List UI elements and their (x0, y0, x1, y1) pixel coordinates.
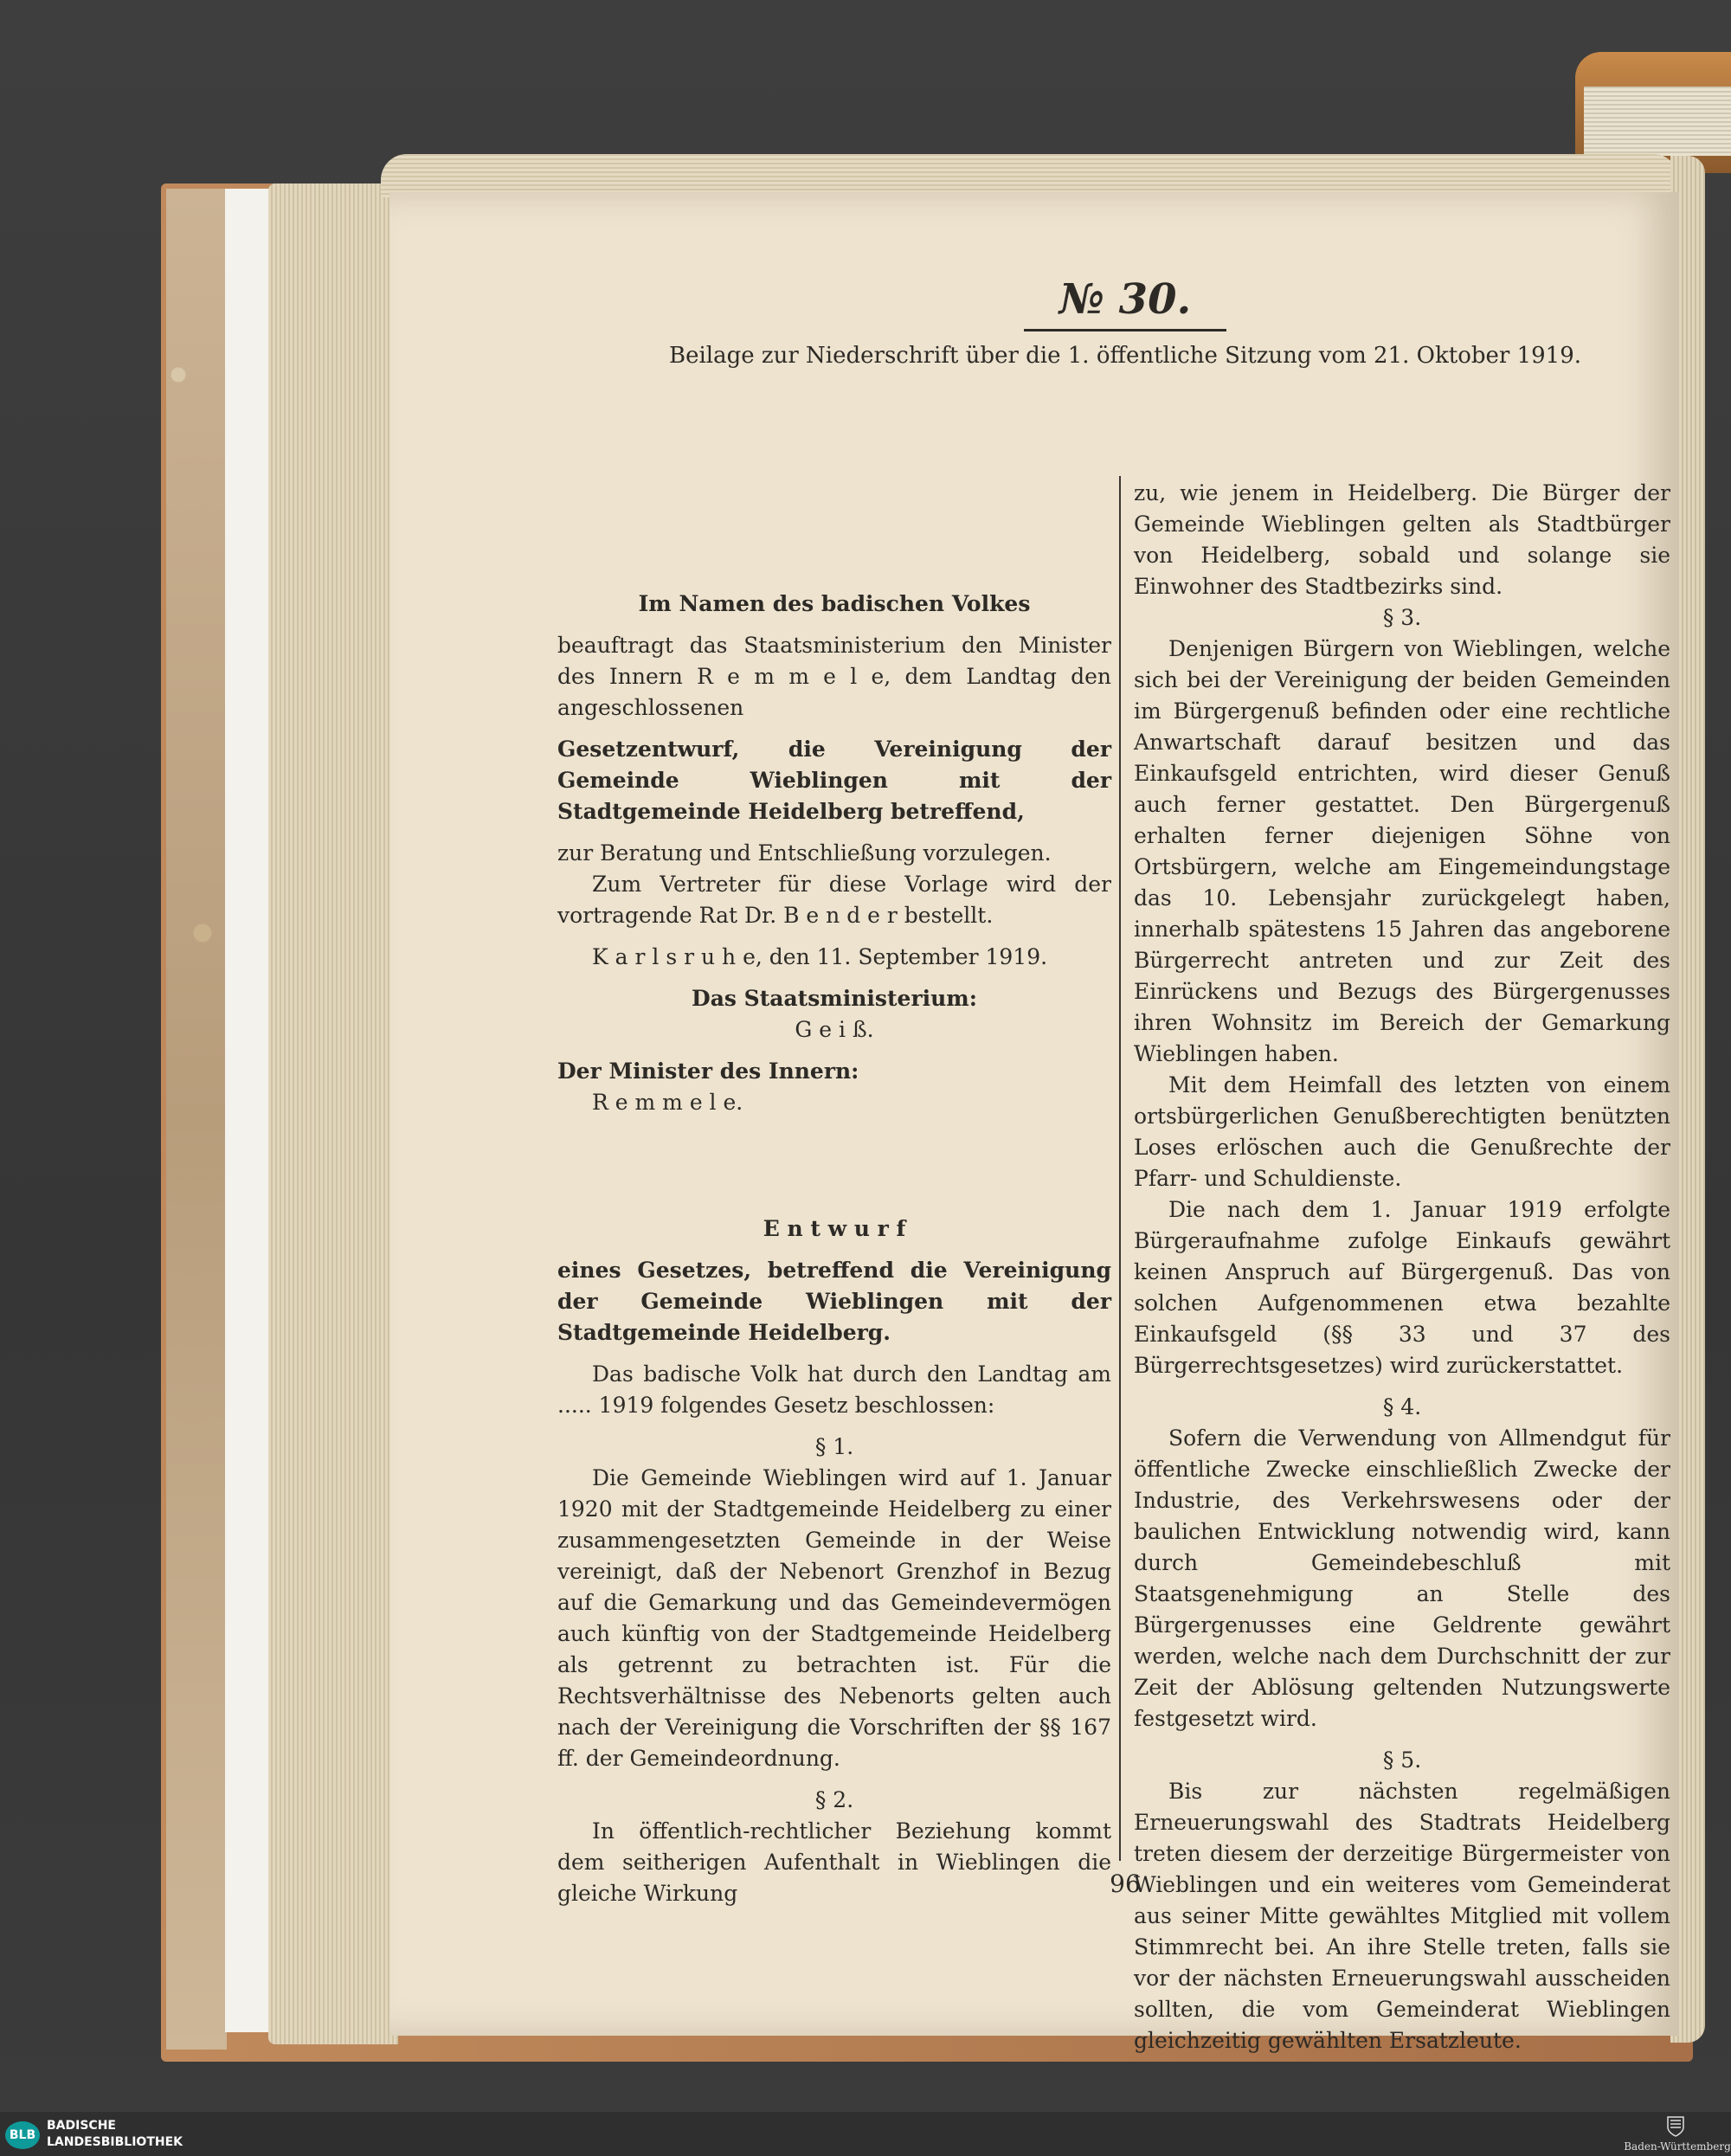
draft-title: eines Gesetzes, betreffend die Vereinigung der Gemeinde Wieblingen mit der Stadtgemeinde Heidelberg. (557, 1258, 1111, 1345)
section-3-text-3: Die nach dem 1. Januar 1919 erfolgte Bürgeraufnahme zufolge Einkaufs gewährt keinen Anspruch auf Bürgergenuß. Das von solchen Aufgenommenen etwa bezahlte Einkaufsgeld (§§ 33 und 37 des Bürgerrechtsgesetzes) wird zurückerstattet. (1134, 1197, 1670, 1378)
adjacent-book-pages (1584, 87, 1731, 156)
section-3-label: § 3. (1382, 605, 1422, 630)
section-2-text: In öffentlich-rechtlicher Beziehung kommt dem seitherigen Aufenthalt in Wieblingen die gleiche Wirkung (557, 1818, 1111, 1906)
bill-title: Gesetzentwurf, die Vereinigung der Gemeinde Wieblingen mit der Stadtgemeinde Heidelberg betreffend, (557, 737, 1111, 824)
section-3-text-2: Mit dem Heimfall des letzten von einem ortsbürgerlichen Genußberechtigten benützten Loses erlöschen auch die Genußrechte der Pfarr- und Schuldienste. (1134, 1072, 1670, 1191)
section-5-text: Bis zur nächsten regelmäßigen Erneuerungswahl des Stadtrats Heidelberg treten diesem der derzeitige Bürgermeister von Wieblingen und ein weiteres vom Gemeinderat aus seiner Mitte gewähltes Mitglied mit vollem Stimmrecht bei. An ihre Stelle treten, falls sie vor der nächsten Erneuerungswahl ausscheiden sollten, die vom Gemeinderat Wieblingen gleichzeitig gewählten Ersatzleute. (1134, 1779, 1670, 2053)
intro-paragraph-2: zur Beratung und Entschließung vorzulegen. (557, 840, 1052, 866)
document-subtitle: Beilage zur Niederschrift über die 1. öffentliche Sitzung vom 21. Oktober 1919. (668, 343, 1581, 369)
heading-rule (1024, 329, 1226, 331)
section-3-text-1: Denjenigen Bürgern von Wieblingen, welche sich bei der Vereinigung der beiden Gemeinden im Bürgergenuß befinden oder eine rechtliche Anwartschaft darauf besitzen und das Einkaufsgeld entrichten, wird dieser Genuß auch ferner gestattet. Den Bürgergenuß erhalten ferner diejenigen Söhne von Ortsbürgern, welche am Eingemeindungstage das 10. Lebensjahr zurückgelegt haben, innerhalb spätestens 15 Jahren das angeborene Bürgerrecht antreten und zur Zeit des Einrückens und Bezugs des Bürgergenusses ihren Wohnsitz im Bereich der Gemarkung Wieblingen haben. (1134, 636, 1670, 1066)
baden-wuerttemberg-crest-icon (1666, 2115, 1685, 2138)
left-column (557, 589, 1111, 1909)
section-1-label: § 1. (814, 1434, 854, 1459)
marbled-endpaper (166, 189, 227, 2050)
place-date: K a r l s r u h e, den 11. September 1919. (592, 944, 1048, 969)
preamble-heading: Im Namen des badischen Volkes (638, 591, 1031, 616)
intro-paragraph: beauftragt das Staatsministerium den Minister des Innern R e m m e l e, dem Landtag den angeschlossenen (557, 633, 1111, 720)
minister-signature: R e m m e l e. (592, 1090, 743, 1115)
footer-bar (0, 2112, 1731, 2156)
blb-logo-icon[interactable]: BLB (5, 2121, 40, 2149)
page-stack-top (381, 154, 1679, 197)
region-label: Baden-Württemberg (1624, 2140, 1731, 2153)
ministry-signature: G e i ß. (795, 1017, 874, 1042)
section-4-text: Sofern die Verwendung von Allmendgut für öffentliche Zwecke einschließlich Zwecke der Industrie, des Verkehrswesens oder der baulichen Entwicklung notwendig wird, kann durch Gemeindebeschluß mit Staatsgenehmigung an Stelle des Bürgergenusses eine Geldrente gewährt werden, welche nach dem Durchschnitt der zur Zeit der Ablösung geltenden Nutzungswerte festgesetzt wird. (1134, 1426, 1670, 1731)
section-1-text: Die Gemeinde Wieblingen wird auf 1. Januar 1920 mit der Stadtgemeinde Heidelberg zu einer zusammengesetzten Gemeinde in der Weise vereinigt, daß der Nebenort Grenzhof in Bezug auf die Gemarkung und das Gemeindevermögen auch künftig von der Stadtgemeinde Heidelberg als getrennt zu betrachten ist. Für die Rechtsverhältnisse des Nebenorts gelten auch nach der Vereinigung die Vorschriften der §§ 167 ff. der Gemeindeordnung. (557, 1465, 1111, 1771)
minister-label: Der Minister des Innern: (557, 1059, 859, 1084)
section-4-label: § 4. (1382, 1394, 1422, 1419)
page-stack-left (268, 183, 398, 2044)
library-name-line1: BADISCHE (47, 2119, 116, 2133)
document-number: № 30. (1059, 275, 1192, 324)
ministry-label: Das Staatsministerium: (692, 986, 977, 1011)
intro-paragraph-3: Zum Vertreter für diese Vorlage wird der vortragende Rat Dr. B e n d e r bestellt. (557, 872, 1111, 928)
section-2-label: § 2. (814, 1787, 854, 1812)
section-5-label: § 5. (1382, 1747, 1422, 1773)
enactment-clause: Das badische Volk hat durch den Landtag am ..... 1919 folgendes Gesetz beschlossen: (557, 1361, 1111, 1418)
page-number: 96 (1110, 1870, 1141, 1898)
section-2-continued: zu, wie jenem in Heidelberg. Die Bürger der Gemeinde Wieblingen gelten als Stadtbürger von Heidelberg, sobald und solange sie Einwohner des Stadtbezirks sind. (1134, 480, 1670, 599)
library-name[interactable] (47, 2118, 183, 2151)
library-name-line2: LANDESBIBLIOTHEK (47, 2135, 183, 2149)
draft-heading: E n t w u r f (763, 1216, 906, 1241)
column-divider (1119, 476, 1121, 1861)
right-column (1134, 478, 1670, 2056)
